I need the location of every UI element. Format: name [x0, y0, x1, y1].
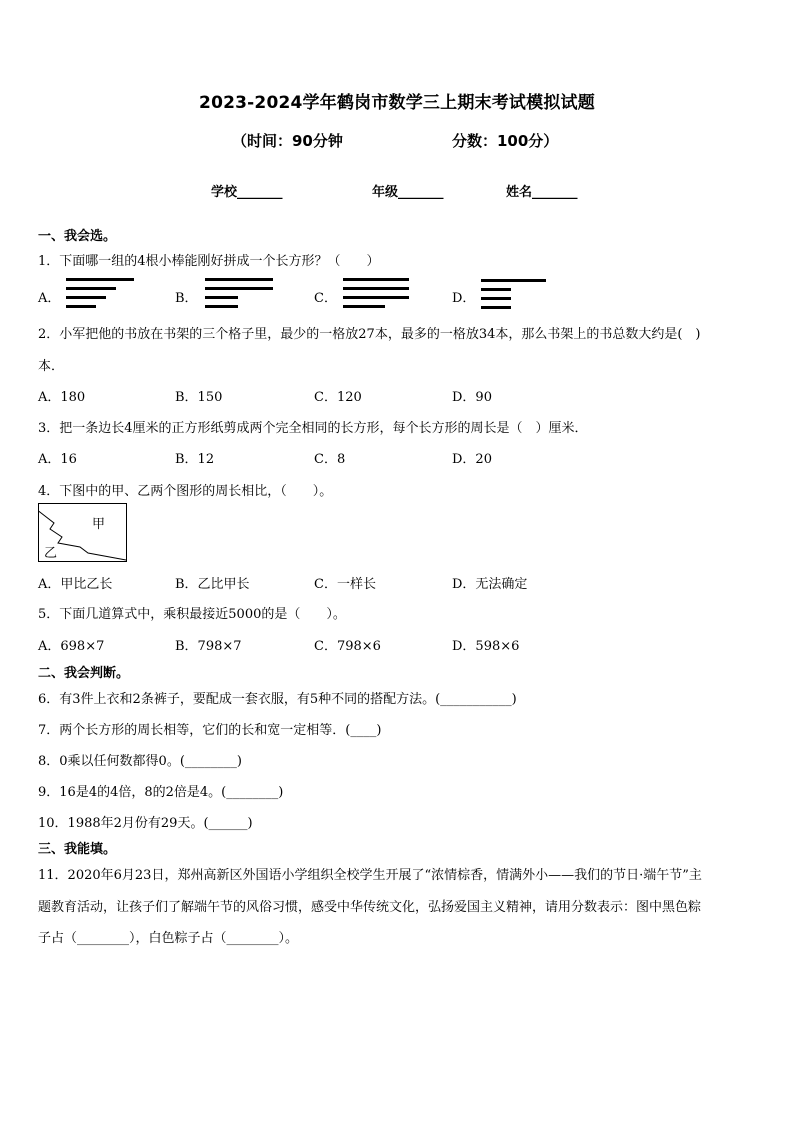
question-9: 9．16是4的4倍，8的2倍是4。(________) [38, 785, 284, 800]
q4-figure [38, 503, 128, 563]
question-11-line-1: 11．2020年6月23日，郑州高新区外国语小学组织全校学生开展了“浓情棕香，情满外小——我们的节日·端午节”主 [38, 868, 702, 883]
grade-field: 年级_______ [372, 185, 444, 200]
question-7: 7．两个长方形的周长相等，它们的长和宽一定相等．(____) [38, 723, 382, 738]
q2-option-b: B．150 [175, 390, 223, 405]
question-6: 6．有3件上衣和2条裤子，要配成一套衣服，有5种不同的搭配方法。(___________) [38, 692, 517, 707]
question-2-line-2: 本． [38, 359, 65, 374]
q5-option-a: A．698×7 [38, 639, 105, 654]
q3-option-d: D．20 [452, 452, 492, 467]
stick [481, 288, 511, 291]
q5-option-c: C．798×6 [314, 639, 381, 654]
label-yi: 乙 [44, 546, 58, 561]
page-title: 2023-2024学年鹤岗市数学三上期末考试模拟试题 [199, 93, 595, 113]
q3-option-a: A．16 [38, 452, 77, 467]
stick [343, 287, 409, 290]
question-8: 8．0乘以任何数都得0。(________) [38, 754, 242, 769]
question-4: 4．下图中的甲、乙两个图形的周长相比，（ ）。 [38, 484, 333, 499]
exam-time: （时间：90分钟 [232, 132, 343, 150]
q5-option-d: D．598×6 [452, 639, 520, 654]
stick [66, 287, 116, 290]
q1-option-b: B． [175, 291, 198, 306]
q1-option-d: D． [452, 291, 476, 306]
section-title: 二、我会判断。 [38, 666, 130, 681]
stick [66, 278, 134, 281]
q4-option-c: C．一样长 [314, 577, 376, 592]
stick [481, 297, 511, 300]
stick [343, 296, 409, 299]
exam-score: 分数：100分） [452, 132, 559, 150]
question-2-line-1: 2．小军把他的书放在书架的三个格子里，最少的一格放27本，最多的一格放34本，那么书架上的书总数大约是( ) [38, 327, 701, 342]
q5-option-b: B．798×7 [175, 639, 242, 654]
q4-option-a: A．甲比乙长 [38, 577, 113, 592]
stick [205, 287, 273, 290]
q3-option-b: B．12 [175, 452, 215, 467]
question-3: 3．把一条边长4厘米的正方形纸剪成两个完全相同的长方形，每个长方形的周长是（ ）厘米． [38, 421, 588, 436]
question-5: 5．下面几道算式中，乘积最接近5000的是（ ）。 [38, 607, 346, 622]
stick [66, 305, 96, 308]
q1-option-c: C． [314, 291, 337, 306]
q3-option-c: C．8 [314, 452, 346, 467]
section-title: 一、我会选。 [38, 229, 117, 244]
school-field: 学校_______ [211, 185, 283, 200]
q2-option-a: A．180 [38, 390, 86, 405]
q4-option-b: B．乙比甲长 [175, 577, 250, 592]
q4-option-d: D．无法确定 [452, 577, 528, 592]
stick [343, 305, 385, 308]
q2-option-d: D．90 [452, 390, 492, 405]
stick [343, 278, 409, 281]
stick [481, 279, 546, 282]
question-11-line-3: 子占（________），白色粽子占（________）。 [38, 931, 299, 946]
name-field: 姓名_______ [506, 185, 578, 200]
question-11-line-2: 题教育活动，让孩子们了解端午节的风俗习惯，感受中华传统文化，弘扬爱国主义精神，请用分数表示：图中黑色粽 [38, 900, 702, 915]
question-10: 10．1988年2月份有29天。(______) [38, 816, 253, 831]
stick [481, 306, 511, 309]
question-1: 1．下面哪一组的4根小棒能刚好拼成一个长方形？（ ） [38, 254, 380, 269]
q2-option-c: C．120 [314, 390, 362, 405]
stick [205, 305, 238, 308]
stick [66, 296, 106, 299]
section-title: 三、我能填。 [38, 842, 117, 857]
stick [205, 296, 238, 299]
stick [205, 278, 273, 281]
label-jia: 甲 [92, 517, 106, 532]
q1-option-a: A． [38, 291, 61, 306]
